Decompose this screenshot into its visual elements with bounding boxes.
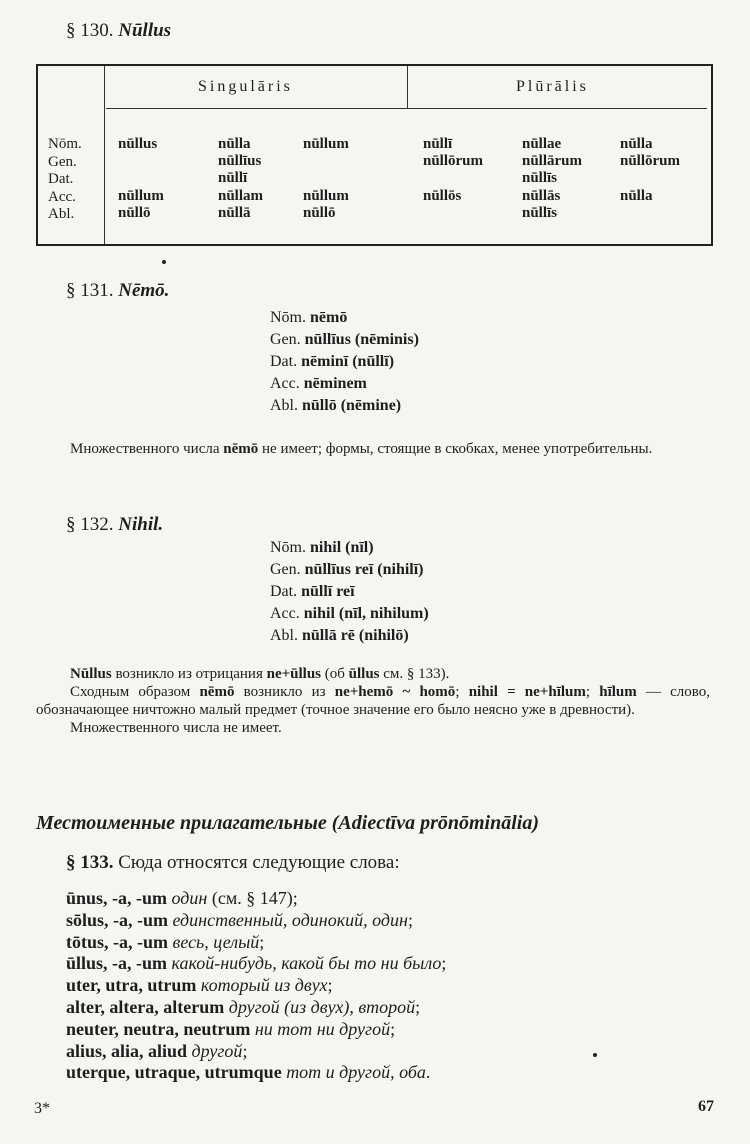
section-title: Nūllus (118, 20, 172, 41)
form: nūllī reī (301, 583, 355, 600)
form-cell: nūllum (118, 188, 164, 204)
form-cell: nūllōs (423, 188, 462, 204)
form-cell: nūllō (303, 205, 336, 221)
form-cell: nūllī (218, 170, 248, 186)
list-item: neuter, neutra, neutrum ни тот ни другой; (66, 1018, 396, 1039)
form: nūllīus reī (nihilī) (304, 561, 424, 578)
chapter-heading: Местоименные прилагательные (Adiectīva prōnōminālia) (36, 812, 539, 834)
form-cell: nūlla (620, 188, 653, 204)
section-number: § 130. (66, 20, 114, 41)
list-item: ūllus, -a, -um какой-нибудь, какой бы то ни было; (66, 953, 447, 974)
case-label: Abl. (270, 627, 298, 644)
header-pluralis: Plūrālis (516, 78, 589, 95)
page-number: 67 (698, 1098, 714, 1115)
form: nūllā rē (nihilō) (302, 627, 409, 644)
case-label: Gen. (48, 153, 77, 170)
form-cell: nūllō (118, 205, 151, 221)
form-cell: nūllam (218, 188, 264, 204)
note-nihil: Nūllus возникло из отрицания ne+ūllus (об ūllus см. § 133). Сходным образом nēmō возникло из ne+hemō ~ homō; nihil = ne+hīlum; hīlum — слово, обозначающее ничтожно малый предмет (точное значение его было неясно уже в древности). Множественного числа не имеет. (36, 666, 711, 736)
case-label: Gen. (270, 561, 301, 578)
case-label: Gen. (270, 331, 301, 348)
form: nēminem (303, 375, 367, 392)
printer-signature: 3* (34, 1100, 50, 1117)
section-132-heading (66, 514, 163, 536)
form-cell: nūllī (423, 136, 453, 152)
form-cell: nūllus (118, 136, 158, 152)
print-speck (593, 1053, 597, 1057)
paradigm-nihil (270, 537, 429, 647)
section-number: § 132. (66, 514, 114, 535)
section-130-heading (66, 20, 171, 42)
form: nēmō (310, 309, 348, 326)
case-label: Acc. (270, 375, 300, 392)
section-131-heading (66, 280, 169, 302)
form-cell: nūllārum (522, 153, 583, 169)
list-item: ūnus, -a, -um один (см. § 147); (66, 888, 298, 908)
case-label: Abl. (270, 397, 298, 414)
form-cell: nūllā (218, 205, 251, 221)
case-label: Acc. (48, 188, 76, 205)
case-label: Nōm. (270, 309, 306, 326)
form-cell: nūllum (303, 188, 349, 204)
case-label: Dat. (270, 353, 298, 370)
form-cell: nūllae (522, 136, 562, 152)
section-133-intro: § 133. Сюда относятся следующие слова: (66, 852, 400, 873)
section-title: Nēmō. (118, 280, 170, 301)
list-item: alius, alia, aliud другой; (66, 1040, 248, 1061)
form-cell: nūllās (522, 188, 561, 204)
form-cell: nūlla (218, 136, 251, 152)
form-cell: nūlla (620, 136, 653, 152)
print-speck (162, 260, 166, 264)
form-cell: nūllōrum (423, 153, 484, 169)
case-labels (48, 136, 82, 224)
header-singularis: Singulāris (198, 78, 293, 95)
section-title: Nihil. (118, 514, 164, 535)
case-label: Nōm. (48, 136, 82, 152)
list-item: uterque, utraque, utrumque тот и другой, оба. (66, 1062, 431, 1083)
form-cell: nūllīs (522, 205, 558, 221)
form-cell: nūllīus (218, 153, 262, 169)
list-item: alter, altera, alterum другой (из двух), второй; (66, 996, 421, 1017)
form-cell: nūllōrum (620, 153, 681, 169)
case-label: Dat. (270, 583, 298, 600)
form: nēminī (nūllī) (301, 353, 395, 370)
case-label: Nōm. (270, 539, 306, 556)
form: nūllīus (nēminis) (304, 331, 419, 348)
form: nūllō (nēmine) (302, 397, 402, 414)
form-cell: nūllum (303, 136, 349, 152)
case-label: Abl. (48, 206, 75, 222)
form: nihil (nīl, nihilum) (303, 605, 429, 622)
form-cell: nūllīs (522, 170, 558, 186)
list-item: uter, utra, utrum который из двух; (66, 975, 333, 996)
list-item: tōtus, -a, -um весь, целый; (66, 931, 265, 952)
note-nemo: Множественного числа nēmō не имеет; формы, стоящие в скобках, менее употребительны. (70, 441, 653, 457)
declension-table-nullus (36, 64, 713, 246)
form: nihil (nīl) (310, 539, 374, 556)
pronominal-adjective-list (66, 888, 446, 1084)
list-item: sōlus, -a, -um единственный, одинокий, один; (66, 909, 413, 930)
section-number: § 131. (66, 280, 114, 301)
case-label: Dat. (48, 171, 74, 187)
paradigm-nemo (270, 307, 419, 417)
case-label: Acc. (270, 605, 300, 622)
section-number: § 133. (66, 852, 114, 873)
